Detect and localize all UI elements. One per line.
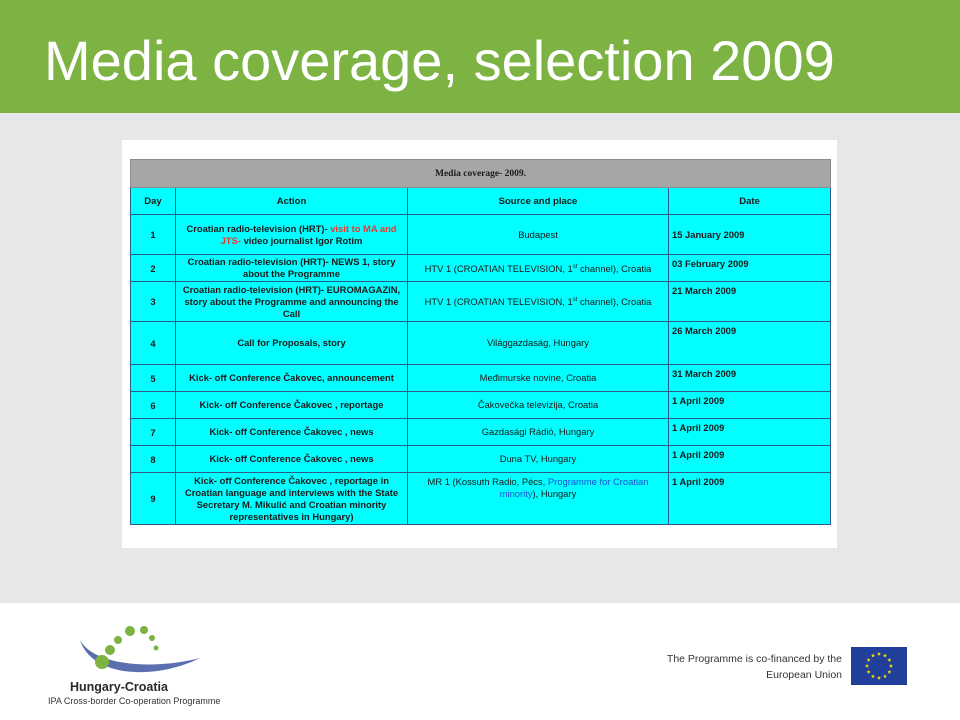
- cell-day: 5: [131, 365, 176, 392]
- cell-source: Gazdasági Rádió, Hungary: [408, 419, 669, 446]
- header-action: Action: [176, 188, 408, 215]
- cell-action: Croatian radio-television (HRT)- NEWS 1, story about the Programme: [176, 255, 408, 282]
- source-superscript: st: [572, 297, 578, 304]
- cell-action: Kick- off Conference Čakovec , reportage in Croatian language and interviews with the State Secretary M. Mikulić and Croatian minority representatives in Hungary): [176, 473, 408, 525]
- cell-source: Budapest: [408, 215, 669, 255]
- cell-action: Croatian radio-television (HRT)- EUROMAGAZIN, story about the Programme and announcing the Call: [176, 282, 408, 322]
- eu-flag-icon: [851, 647, 907, 685]
- source-text: MR 1 (Kossuth Radio, Pécs,: [427, 476, 548, 487]
- cell-date: 26 March 2009: [669, 322, 831, 365]
- cell-date: 15 January 2009: [669, 215, 831, 255]
- action-text: Croatian radio-television (HRT)-: [186, 222, 331, 234]
- cell-source: Čakovečka televizija, Croatia: [408, 392, 669, 419]
- logo-dot: [95, 655, 109, 669]
- cell-date: 03 February 2009: [669, 255, 831, 282]
- table-row: [131, 322, 831, 365]
- header-day: Day: [131, 188, 176, 215]
- logo-name: Hungary-Croatia: [70, 680, 168, 694]
- action-highlight-red: visit to MA and JTS-: [220, 222, 397, 246]
- cell-day: 9: [131, 473, 176, 525]
- action-text: video journalist Igor Rotim: [240, 234, 363, 246]
- logo-dot: [114, 636, 122, 644]
- cell-day: 7: [131, 419, 176, 446]
- logo-dot: [149, 635, 155, 641]
- cell-day: 6: [131, 392, 176, 419]
- cell-action: Kick- off Conference Čakovec , reportage: [176, 392, 408, 419]
- media-coverage-table: [130, 159, 831, 525]
- cell-day: 2: [131, 255, 176, 282]
- eu-text-line: The Programme is co-financed by the: [666, 653, 842, 665]
- table-row: [131, 255, 831, 282]
- cell-day: 8: [131, 446, 176, 473]
- header-date: Date: [669, 188, 831, 215]
- cell-source: [408, 473, 669, 525]
- logo-dot: [125, 626, 135, 636]
- cell-action: [176, 215, 408, 255]
- table-row: [131, 392, 831, 419]
- source-text: HTV 1 (CROATIAN TELEVISION, 1: [424, 263, 573, 275]
- cell-day: 1: [131, 215, 176, 255]
- eu-cofinance-text: [622, 651, 842, 683]
- table-header-row: [131, 188, 831, 215]
- header-source: Source and place: [408, 188, 669, 215]
- cell-date: 1 April 2009: [669, 419, 831, 446]
- table-row: [131, 365, 831, 392]
- source-text: HTV 1 (CROATIAN TELEVISION, 1: [424, 296, 573, 308]
- cell-action: Kick- off Conference Čakovec, announcement: [176, 365, 408, 392]
- table-title: Media coverage- 2009.: [131, 160, 831, 188]
- logo-subtitle: IPA Cross-border Co-operation Programme: [48, 696, 221, 706]
- cell-date: 31 March 2009: [669, 365, 831, 392]
- logo-dot: [105, 645, 115, 655]
- logo-dot: [154, 646, 159, 651]
- cell-date: 21 March 2009: [669, 282, 831, 322]
- cell-action: Kick- off Conference Čakovec , news: [176, 446, 408, 473]
- cell-source: Világgazdaság, Hungary: [408, 322, 669, 365]
- cell-date: 1 April 2009: [669, 392, 831, 419]
- source-text: channel), Croatia: [577, 263, 652, 275]
- slide-header: [0, 0, 960, 113]
- source-text: channel), Croatia: [577, 296, 652, 308]
- cell-action: Kick- off Conference Čakovec , news: [176, 419, 408, 446]
- source-superscript: st: [572, 263, 578, 270]
- slide-title: Media coverage, selection 2009: [44, 29, 835, 92]
- cell-source: [408, 282, 669, 322]
- cell-source: Međimurske novine, Croatia: [408, 365, 669, 392]
- logo-dot: [140, 626, 148, 634]
- cell-action: Call for Proposals, story: [176, 322, 408, 365]
- table-title-row: [131, 160, 831, 188]
- source-text: ), Hungary: [532, 488, 577, 499]
- table-row: [131, 473, 831, 525]
- eu-text-line: European Union: [766, 669, 842, 681]
- cell-source: [408, 255, 669, 282]
- cell-source: Duna TV, Hungary: [408, 446, 669, 473]
- cell-date: 1 April 2009: [669, 473, 831, 525]
- table-row: [131, 282, 831, 322]
- source-highlight-blue: Programme for Croatian minority: [499, 476, 649, 499]
- table-row: [131, 419, 831, 446]
- cell-date: 1 April 2009: [669, 446, 831, 473]
- table-row: [131, 446, 831, 473]
- cell-day: 4: [131, 322, 176, 365]
- media-coverage-document: [122, 140, 837, 548]
- cell-day: 3: [131, 282, 176, 322]
- table-row: [131, 215, 831, 255]
